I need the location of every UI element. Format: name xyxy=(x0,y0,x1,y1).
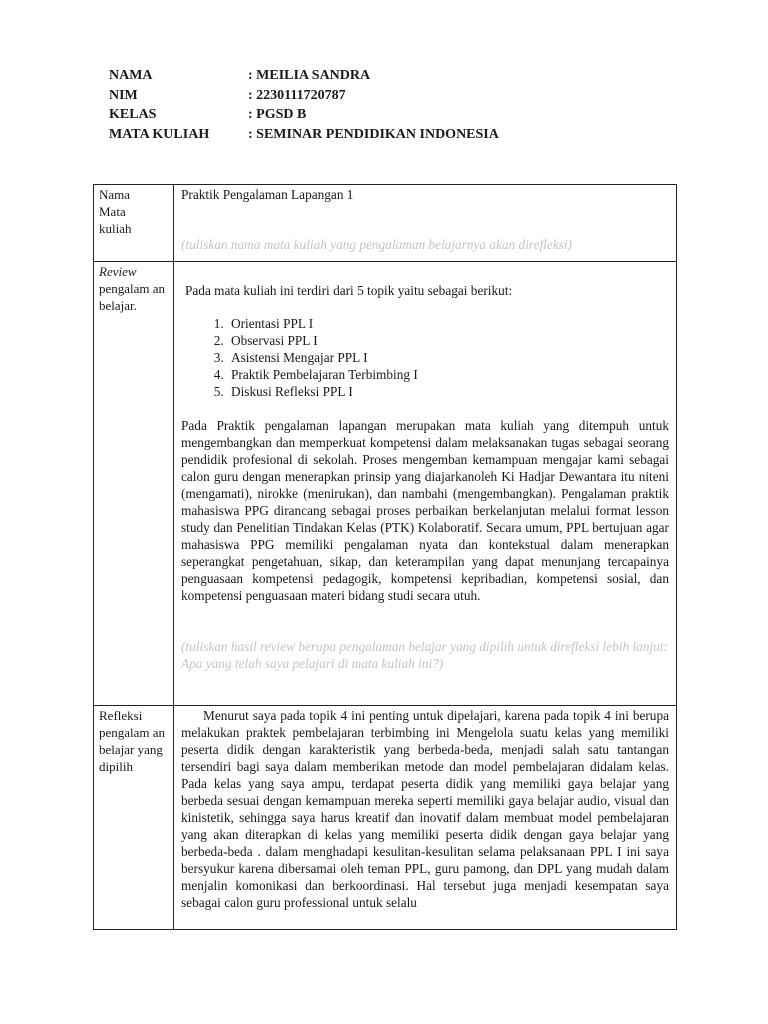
mata-kuliah-label: MATA KULIAH xyxy=(109,126,210,142)
list-item: 4. Praktik Pembelajaran Terbimbing I xyxy=(227,366,669,383)
reflection-label xyxy=(94,706,174,929)
nim-label: NIM xyxy=(109,87,138,103)
course-name-label xyxy=(94,185,174,261)
mata-kuliah-value: : SEMINAR PENDIDIKAN INDONESIA xyxy=(248,126,499,142)
table-row-course-name xyxy=(94,185,676,262)
list-item: 1. Orientasi PPL I xyxy=(227,315,669,332)
header-row-mata-kuliah xyxy=(109,125,499,145)
course-name-label-text: Nama Mata kuliah xyxy=(99,187,132,236)
review-label-italic: Review xyxy=(99,264,137,279)
kelas-label: KELAS xyxy=(109,107,157,122)
review-cell xyxy=(174,262,676,705)
header-row-nama xyxy=(109,66,499,86)
reflection-label-text: Refleksi pengalam an belajar yang dipilih xyxy=(99,708,166,774)
course-name-value: Praktik Pengalaman Lapangan 1 xyxy=(181,187,354,202)
header-row-nim xyxy=(109,86,499,106)
table-row-review xyxy=(94,262,676,706)
nama-value: : MEILIA SANDRA xyxy=(248,68,371,83)
review-paragraph: Pada Praktik pengalaman lapangan merupakan mata kuliah yang ditempuh untuk mengembangkan dan memperkuat kompetensi dalam melaksanakan tugas sebagai seorang pendidik profesional di sekolah. Proses mengemban kemampuan mengajar kami sebagai calon guru dengan menerapkan prinsip yang diajarkanoleh Ki Hadjar Dewantara itu niteni (mengamati), nirokke (menirukan), dan nambahi (mengembangkan). Pengalaman praktik mahasiswa PPG dirancang sebagai proses perbaikan berkelanjutan melalui format lesson study dan Penelitian Tindakan Kelas (PTK) Kolaboratif. Secara umum, PPL bertujuan agar mahasiswa PPG memiliki pengalaman nyata dan kontekstual dalam menerapkan seperangkat pengetahuan, sikap, dan keterampilan yang dapat menunjang tercapainya penguasaan kompetensi pedagogik, kompetensi kepribadian, kompetensi sosial, dan kompetensi penguasaan materi bidang studi secara utuh. xyxy=(181,418,669,603)
reflection-table xyxy=(93,184,677,930)
list-item: 5. Diskusi Refleksi PPL I xyxy=(227,383,669,400)
list-item: 3. Asistensi Mengajar PPL I xyxy=(227,349,669,366)
nama-label: NAMA xyxy=(109,68,153,83)
course-name-cell xyxy=(174,185,676,261)
list-item: 2. Observasi PPL I xyxy=(227,332,669,349)
header-row-kelas xyxy=(109,105,499,125)
review-intro: Pada mata kuliah ini terdiri dari 5 topik yaitu sebagai berikut: xyxy=(185,283,513,298)
reflection-paragraph: Menurut saya pada topik 4 ini penting untuk dipelajari, karena pada topik 4 ini berupa melakukan praktek pembelajaran terbimbing ini Mengelola suatu kelas yang memiliki peserta didik dengan karakteristik yang berbeda-beda, menjadi salah satu tantangan tersendiri bagi saya dalam memberikan metode dan model pembelajaran didalam kelas. Pada kelas yang saya ampu, terdapat peserta didik yang memiliki gaya belajar yang berbeda sesuai dengan kemampuan mereka seperti memiliki gaya belajar audio, visual dan kinistetik, sehingga saya harus kreatif dan inovatif dalam membuat model pembelajaran yang akan diterapkan di kelas yang memiliki peserta didik dengan gaya belajar yang berbeda-beda . dalam menghadapi kesulitan-kesulitan selama pelaksanaan PPL I ini saya bersyukur karena dibersamai oleh teman PPL, guru pamong, dan DPL yang mudah dalam menjalin komonikasi dan berkoordinasi. Hal tersebut juga menjadi kesempatan saya sebagai calon guru professional untuk selalu xyxy=(181,708,669,910)
review-label xyxy=(94,262,174,705)
table-row-reflection xyxy=(94,706,676,929)
kelas-value: : PGSD B xyxy=(248,107,307,122)
review-hint: (tuliskan hasil review berupa pengalaman belajar yang dipilih untuk direfleksi lebih lanjut: Apa yang telah saya pelajari di mata kuliah ini?) xyxy=(181,639,668,671)
nim-value: : 2230111720787 xyxy=(248,87,346,103)
identity-header xyxy=(109,66,499,144)
reflection-cell xyxy=(174,706,676,929)
course-name-hint: (tuliskan nama mata kuliah yang pengalaman belajarnya akan direfleksi) xyxy=(181,237,572,252)
review-label-rest: pengalam an belajar. xyxy=(99,281,166,313)
topic-list xyxy=(181,315,669,400)
